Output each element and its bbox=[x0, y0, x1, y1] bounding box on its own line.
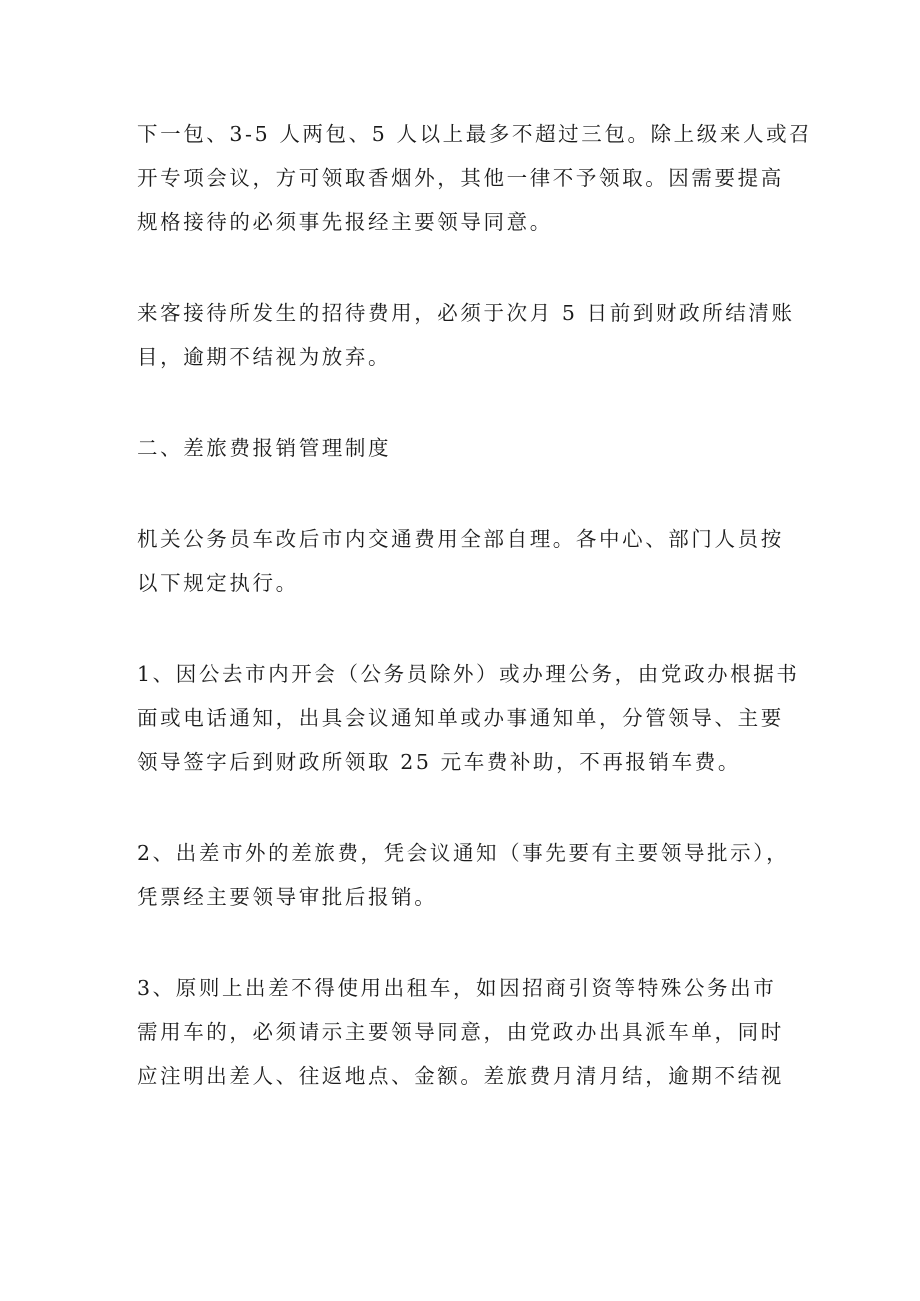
paragraph-item-3 bbox=[137, 966, 817, 1098]
text-line: 目，逾期不结视为放弃。 bbox=[137, 345, 392, 369]
text-line: 二、差旅费报销管理制度 bbox=[137, 436, 392, 460]
paragraph-transport-intro bbox=[137, 517, 817, 605]
text-line: 领导签字后到财政所领取 25 元车费补助，不再报销车费。 bbox=[137, 750, 741, 774]
text-line: 凭票经主要领导审批后报销。 bbox=[137, 885, 438, 909]
paragraph-settlement-rule bbox=[137, 291, 817, 379]
text-line: 面或电话通知，出具会议通知单或办事通知单，分管领导、主要 bbox=[137, 706, 784, 730]
text-line: 规格接待的必须事先报经主要领导同意。 bbox=[137, 210, 553, 234]
text-line: 机关公务员车改后市内交通费用全部自理。各中心、部门人员按 bbox=[137, 527, 784, 551]
text-line: 2、出差市外的差旅费，凭会议通知（事先要有主要领导批示）， bbox=[137, 841, 790, 865]
text-line: 3、原则上出差不得使用出租车，如因招商引资等特殊公务出市 bbox=[137, 976, 777, 1000]
text-line: 1、因公去市内开会（公务员除外）或办理公务，由党政办根据书 bbox=[137, 662, 800, 686]
paragraph-item-2 bbox=[137, 831, 817, 919]
paragraph-item-1 bbox=[137, 652, 817, 784]
text-line: 以下规定执行。 bbox=[137, 571, 299, 595]
text-line: 开专项会议，方可领取香烟外，其他一律不予领取。因需要提高 bbox=[137, 166, 784, 190]
text-line: 需用车的，必须请示主要领导同意，由党政办出具派车单，同时 bbox=[137, 1020, 784, 1044]
text-line: 应注明出差人、往返地点、金额。差旅费月清月结，逾期不结视 bbox=[137, 1064, 784, 1088]
text-line: 来客接待所发生的招待费用，必须于次月 5 日前到财政所结清账 bbox=[137, 301, 795, 325]
text-line: 下一包、3-5 人两包、5 人以上最多不超过三包。除上级来人或召 bbox=[137, 122, 813, 146]
section-heading-travel-expense bbox=[137, 426, 817, 470]
document-body bbox=[137, 112, 817, 1145]
paragraph-cigarette-rule bbox=[137, 112, 817, 244]
